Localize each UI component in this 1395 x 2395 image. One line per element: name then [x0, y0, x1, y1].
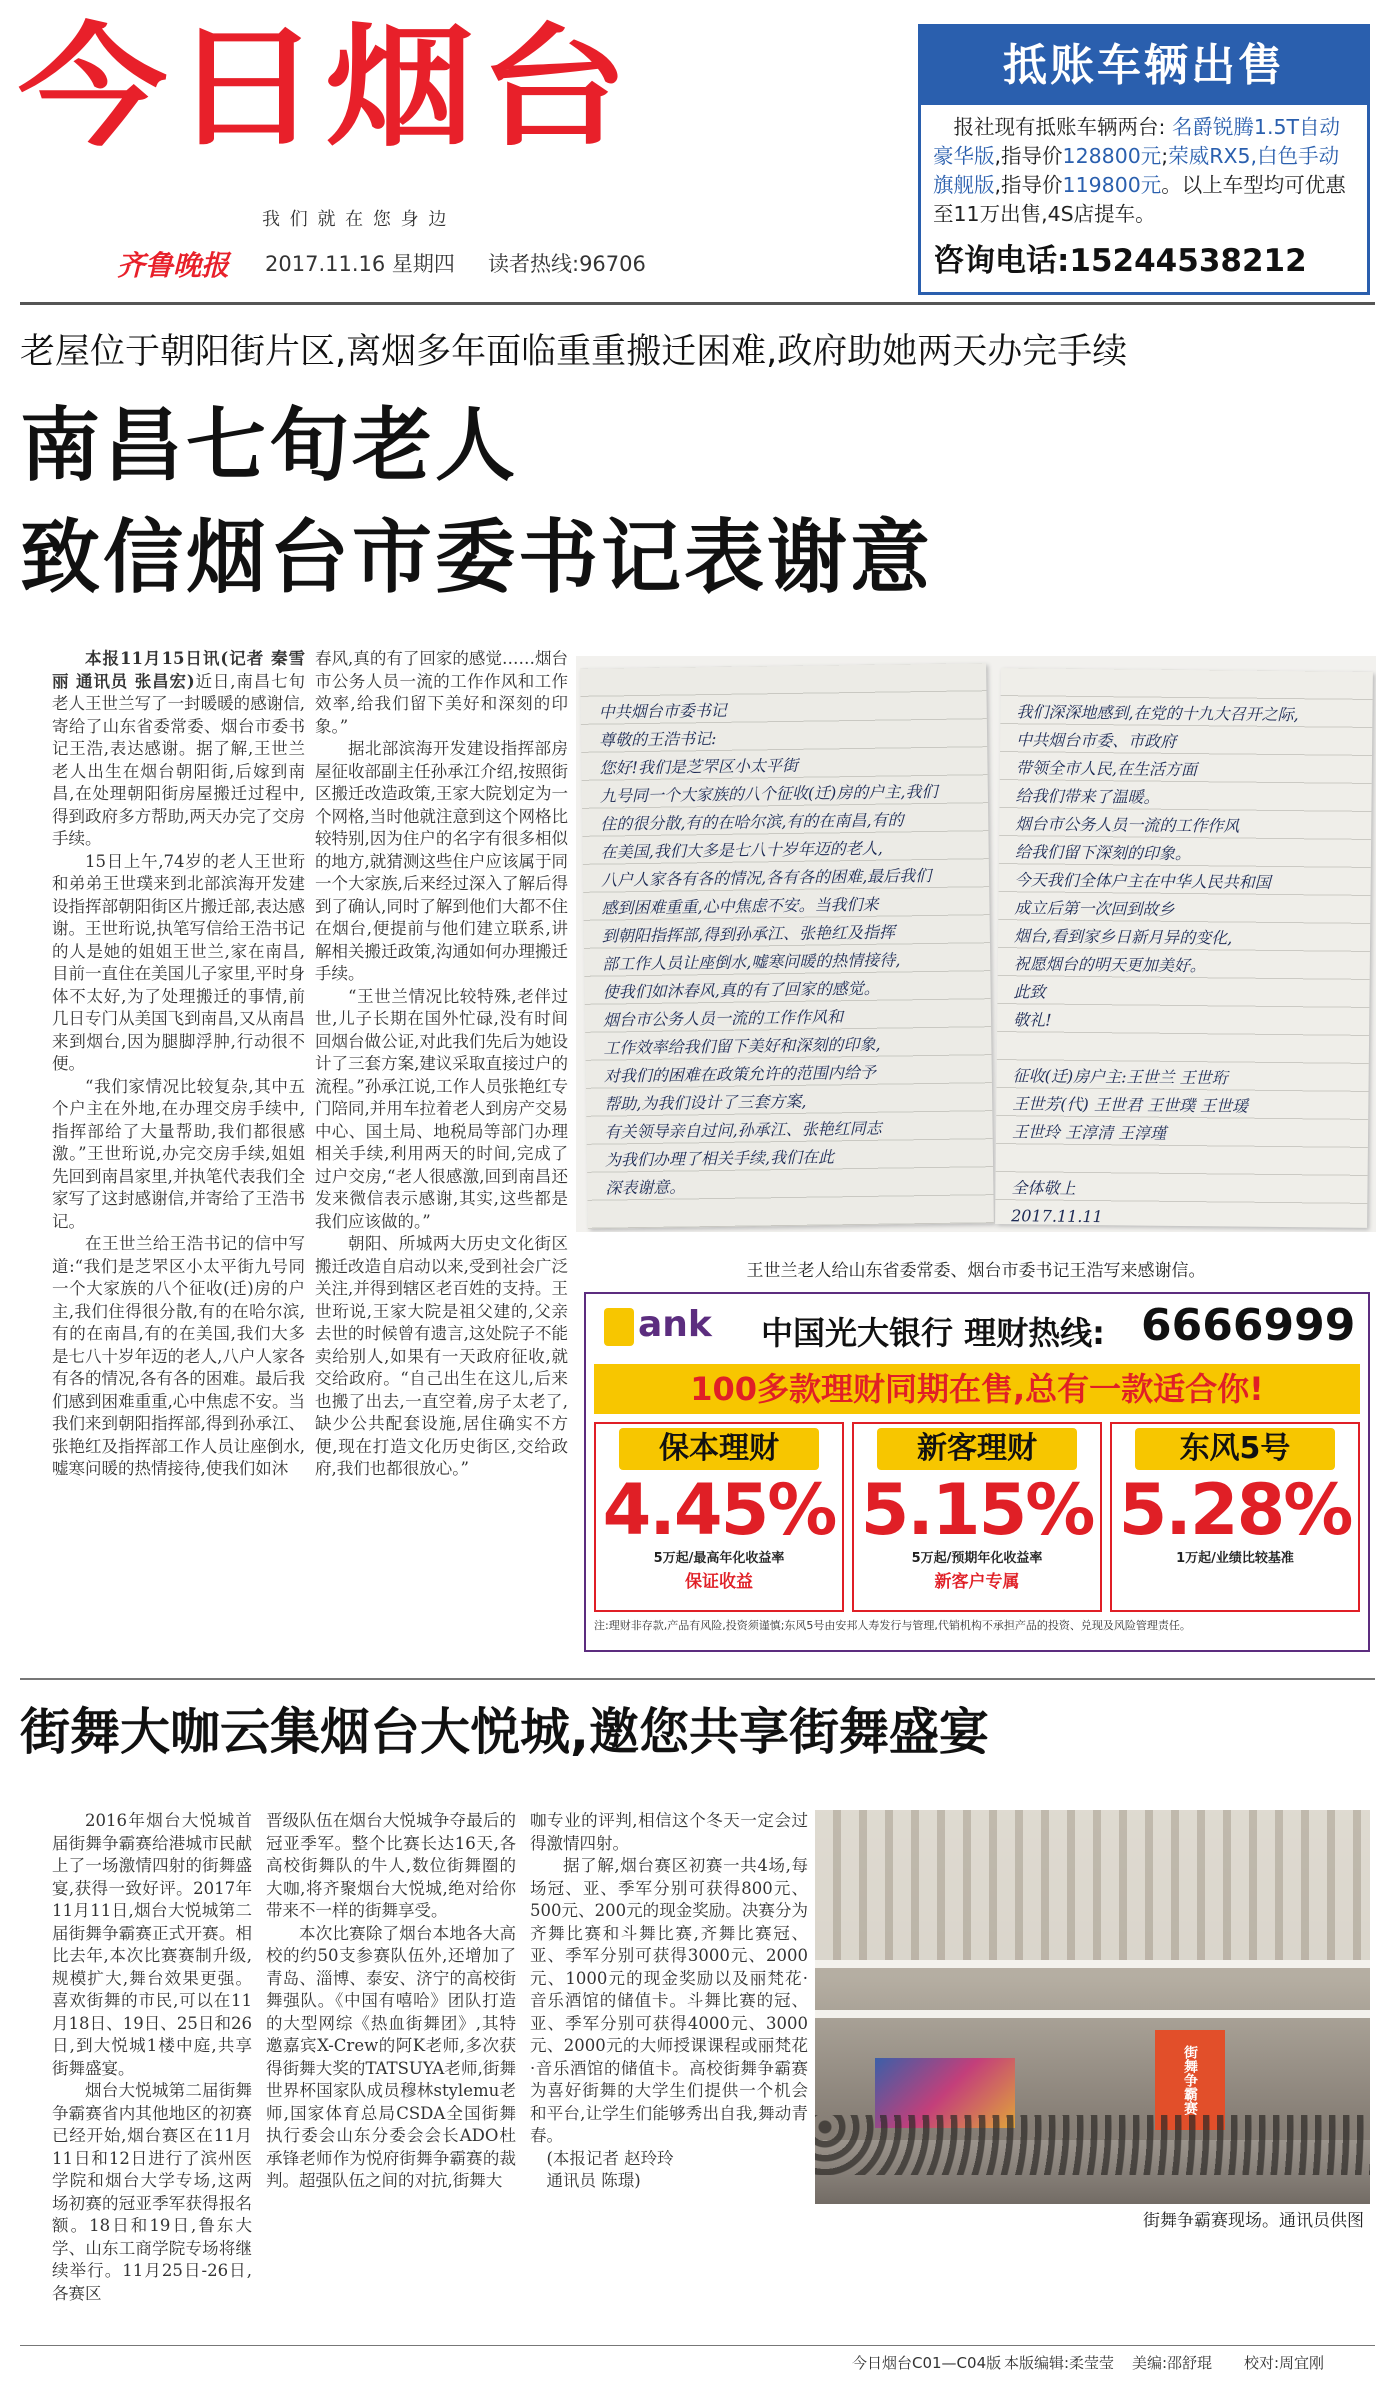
stage-banner: 街舞争霸赛: [1155, 2030, 1225, 2130]
article1-paragraph: 在王世兰给王浩书记的信中写道:“我们是芝罘区小太平街九号同一个大家族的八个征收(迁)房的户主,我们住得很分散,有的在哈尔滨,有的在南昌,有的在美国,我们大多是七八十岁年迈的老人,八户人家各有各的情况,各有各的困难。最后我们感到困难重重,心中焦虑不安。当我们来到朝阳指挥部,得到孙承江、张艳红及指挥部工作人员让座倒水,嘘寒问暖的热情接待,使我们如沐: [52, 1234, 305, 1478]
letter-line: 部工作人员让座倒水,嘘寒问暖的热情接待,: [602, 950, 901, 974]
reader-hotline: 读者热线:96706: [488, 252, 646, 276]
article1-paragraph: 据北部滨海开发建设指挥部房屋征收部副主任孙承江介绍,按照街区搬迁改造政策,王家大院划定为一个网格,当时他就注意到这个网格比较特别,因为住户的名字有很多相似的地方,就猜测这些住户应该属于同一个大家族,后来经过深入了解后得到了确认,同时了解到他们大都不住在烟台,便提前与他们建立联系,讲解相关搬迁政策,沟通如何办理搬迁手续。: [315, 739, 568, 983]
masthead-title: 今日烟台: [18, 11, 633, 165]
letter-line: 烟台,看到家乡日新月异的变化,: [1014, 926, 1233, 948]
letter-line: 祝愿烟台的明天更加美好。: [1013, 954, 1206, 976]
bank-product-name: 新客理财: [877, 1428, 1077, 1470]
letter-line: 到朝阳指挥部,得到孙承江、张艳红及指挥: [601, 922, 896, 946]
letter-line: 帮助,为我们设计了三套方案,: [604, 1091, 807, 1114]
letter-line: 全体敬上: [1011, 1178, 1076, 1198]
article1-headline-line2: 致信烟台市委书记表谢意: [20, 511, 933, 604]
bank-hotline: 6666999: [1141, 1300, 1356, 1351]
crowd: [815, 2115, 1370, 2175]
masthead-divider: [20, 302, 1375, 305]
dance-photo: [815, 1810, 1370, 2238]
letter-handwriting-right: [995, 668, 1373, 1232]
letter-line: 我们深深地感到,在党的十九大召开之际,: [1016, 702, 1299, 725]
dance-photo-caption: 街舞争霸赛现场。通讯员供图: [815, 2204, 1370, 2238]
letter-line: 中共烟台市委、市政府: [1016, 730, 1177, 751]
letter-line: 2017.11.11: [1011, 1206, 1103, 1227]
car-sale-ad-phone: 咨询电话:15244538212: [933, 243, 1307, 279]
mall-balcony-1: [815, 1960, 1370, 1968]
article2-paragraph: 烟台大悦城第二届街舞争霸赛省内其他地区的初赛已经开始,烟台赛区在11月11日和12日进行了滨州医学院和烟台大学专场,这两场初赛的冠亚季军获得报名额。18日和19日,鲁东大学、山东工商学院专场将继续举行。11月25日-26日,各赛区: [52, 2081, 252, 2303]
letter-line: 中共烟台市委书记: [598, 700, 727, 722]
bank-products: [594, 1422, 1360, 1612]
letter-photo-caption: 王世兰老人给山东省委常委、烟台市委书记王浩写来感谢信。: [746, 1261, 1206, 1281]
bank-product-rate: 4.45%: [602, 1469, 836, 1551]
footer-proof: 校对:周宜刚: [1244, 2354, 1325, 2372]
letter-line: 八户人家各有各的情况,各有各的困难,最后我们: [600, 865, 932, 890]
letter-line: [1012, 1146, 1358, 1178]
letter-handwriting-left: [580, 663, 993, 1203]
article2-paragraph: 晋级队伍在烟台大悦城争夺最后的冠亚季军。整个比赛长达16天,各高校街舞队的牛人,数位街舞圈的大咖,将齐聚烟台大悦城,绝对给你带来不一样的街舞享受。: [266, 1811, 516, 1920]
letter-line: 为我们办理了相关手续,我们在此: [604, 1147, 835, 1170]
article1-column-2: [315, 648, 568, 1662]
article1-paragraph: “我们家情况比较复杂,其中五个户主在外地,在办理交房手续中,指挥部给了大量帮助,我们都很感激。”王世珩说,办完交房手续,姐姐先回到南昌家里,并执笔代表我们全家写了这封感谢信,并寄给了王浩书记。: [52, 1076, 305, 1231]
bank-product-note: 1万起/业绩比较基准: [1176, 1551, 1294, 1566]
masthead-slogan: 我 们 就 在 您 身 边: [262, 209, 449, 230]
footer-pages: 今日烟台C01—C04版: [852, 2354, 1002, 2372]
car-sale-ad-title: 抵账车辆出售: [921, 27, 1367, 105]
bank-product-rate: 5.28%: [1118, 1469, 1352, 1551]
footer-divider: [20, 2345, 1375, 2346]
article1-paragraph: “王世兰情况比较特殊,老伴过世,儿子长期在国外忙碌,没有时间回烟台做公证,对此我们先后为她设计了三套方案,建议采取直接过户的流程。”孙承江说,工作人员张艳红专门陪同,并用车拉着老人到房产交易中心、国土局、地税局等部门办理相关手续,利用两天的时间,完成了过户交房,“老人很感激,回到南昌还发来微信表示感谢,其实,这些都是我们应该做的。”: [315, 986, 568, 1231]
letter-line: 今天我们全体户主在中华人民共和国: [1014, 870, 1271, 892]
bank-slogan: 100多款理财同期在售,总有一款适合你!: [594, 1364, 1360, 1414]
letter-line: 王世玲 王淳清 王淳瑾: [1011, 1122, 1167, 1143]
bank-ad-header: [586, 1294, 1368, 1360]
car-sale-ad-body: 报社现有抵账车辆两台: 名爵锐腾1.5T自动豪华版,指导价128800元;荣威RX5,白色手动旗舰版,指导价119800元。以上车型均可优惠至11万出售,4S店提车。: [933, 115, 1346, 226]
letter-line: 对我们的困难在政策允许的范围内给予: [603, 1062, 876, 1086]
letter-line: 使我们如沐春风,真的有了回家的感觉。: [602, 978, 880, 1002]
letter-line: 九号同一个大家族的八个征收(迁)房的户主,我们: [599, 781, 938, 806]
footer-designer: 美编:邵舒琨: [1132, 2354, 1213, 2372]
mall-ceiling: [815, 1810, 1370, 1960]
article2-column-1: [52, 1810, 252, 2307]
letter-line: 带领全市人民,在生活方面: [1015, 758, 1198, 780]
letter-photo: [576, 656, 1376, 1232]
article2-paragraph: 2016年烟台大悦城首届街舞争霸赛给港城市民献上了一场激情四射的街舞盛宴,获得一致好评。2017年11月11日,烟台大悦城第二届街舞争霸赛正式开赛。相比去年,本次比赛赛制升级,规模扩大,舞台效果更强。喜欢街舞的市民,可以在11月18日、19日、25日和26日,到大悦城1楼中庭,共享街舞盛宴。: [52, 1811, 252, 2078]
letter-line: 工作效率给我们留下美好和深刻的印象,: [603, 1034, 881, 1058]
mall-balcony-2: [815, 2010, 1370, 2018]
letter-line: 在美国,我们大多是七八十岁年迈的老人,: [600, 838, 883, 862]
bank-product-note: 5万起/最高年化收益率: [653, 1551, 785, 1566]
paper-logo: 齐鲁晚报: [117, 249, 230, 282]
letter-line: 深表谢意。: [605, 1177, 686, 1198]
article1-headline-line1: 南昌七旬老人: [20, 399, 518, 492]
issue-date: 2017.11.16 星期四: [265, 252, 455, 276]
letter-line: 感到困难重重,心中焦虑不安。当我们来: [601, 894, 879, 918]
article2-column-3: [530, 1810, 808, 2310]
article1-paragraph: 15日上午,74岁的老人王世珩和弟弟王世璞来到北部滨海开发建设指挥部朝阳街区片搬迁部,表达感谢。王世珩说,执笔写信给王浩书记的人是她的姐姐王世兰,家在南昌,目前一直住在美国儿子家里,平时身体不太好,为了处理搬迁的事情,前几日专门从美国飞到南昌,又从南昌来到烟台,因为腿脚浮肿,行动很不便。: [52, 851, 305, 1073]
article1-paragraph: 朝阳、所城两大历史文化街区搬迁改造自启动以来,受到社会广泛关注,并得到辖区老百姓的支持。王世珩说,王家大院是祖父建的,父亲去世的时候曾有遗言,这处院子不能卖给别人,如果有一天政府征收,就交给政府。“自己出生在这儿,后来也搬了出去,一直空着,房子太老了,缺少公共配套设施,居住确实不方便,现在打造文化历史街区,交给政府,我们也都很放心。”: [315, 1234, 568, 1478]
bank-product-name: 东风5号: [1135, 1428, 1335, 1470]
letter-line: [1013, 1034, 1359, 1066]
bank-product-rate: 5.15%: [860, 1469, 1094, 1551]
letter-line: 有关领导亲自过问,孙承江、张艳红同志: [604, 1118, 882, 1142]
letter-line: 成立后第一次回到故乡: [1014, 898, 1175, 919]
article2-paragraph: 咖专业的评判,相信这个冬天一定会过得激情四射。: [530, 1811, 808, 1853]
bank-logo-text: ank: [638, 1304, 712, 1345]
letter-line: 您好!我们是芝罘区小太平街: [599, 755, 799, 778]
article2-column-2: [266, 1810, 516, 2307]
article1-paragraph: 春风,真的有了回家的感觉……烟台市公务人员一流的工作作风和工作效率,给我们留下美好和深刻的印象。”: [315, 649, 568, 736]
footer-editor: 本版编辑:柔莹莹: [1004, 2354, 1115, 2372]
letter-page-right: [995, 668, 1373, 1228]
letter-line: 烟台市公务人员一流的工作作风: [1015, 814, 1240, 836]
bank-name: 中国光大银行 理财热线:: [761, 1314, 1105, 1352]
bank-product-tag: 保证收益: [685, 1572, 753, 1592]
bank-product-card: [1110, 1422, 1360, 1612]
article2-paragraph: 据了解,烟台赛区初赛一共4场,每场冠、亚、季军分别可获得800元、500元、200元的现金奖励。决赛分为齐舞比赛和斗舞比赛,齐舞比赛冠、亚、季军分别可获得3000元、2000元、1000元的现金奖励以及丽梵花·音乐酒馆的储值卡。斗舞比赛的冠、亚、季军分别可获得4000元、3000元、2000元的大师授课课程或丽梵花·音乐酒馆的储值卡。高校街舞争霸赛为喜好街舞的大学生们提供一个机会和平台,让学生们能够秀出自我,舞动青春。: [530, 1856, 808, 2145]
article2-paragraph: 本次比赛除了烟台本地各大高校的约50支参赛队伍外,还增加了青岛、淄博、泰安、济宁的高校街舞强队。《中国有嘻哈》团队打造的大型网综《热血街舞团》,其特邀嘉宾X-Crew的阿K老师,多次获得街舞大奖的TATSUYA老师,街舞世界杯国家队成员穆林stylemu老师,国家体育总局CSDA全国街舞执行委会山东分委会会长ADO杜承锋老师作为悦府街舞争霸赛的裁判。超强队伍之间的对抗,街舞大: [266, 1923, 516, 2190]
bank-product-name: 保本理财: [619, 1428, 819, 1470]
letter-line: 征收(迁)房户主:王世兰 王世珩: [1012, 1066, 1228, 1088]
bank-ad: [584, 1292, 1370, 1652]
bank-product-card: [852, 1422, 1102, 1612]
letter-line: 此致: [1013, 982, 1046, 1002]
letter-line: 给我们留下深刻的印象。: [1014, 842, 1192, 864]
car-sale-ad: [918, 24, 1370, 295]
bank-logo-icon: [604, 1308, 634, 1346]
letter-line: 住的很分散,有的在哈尔滨,有的在南昌,有的: [600, 810, 904, 834]
article1-column-1: 本报11月15日讯(记者 秦雪丽 通讯员 张昌宏)近日,南昌七旬老人王世兰写了一封暖暖的感谢信,寄给了山东省委常委、烟台市委书记王浩,表达感谢。据了解,王世兰老人出生在烟台朝阳街,后嫁到南昌,在处理朝阳街房屋搬迁过程中,得到政府多方帮助,两天办完了交房手续。 15日上午,74岁的老人王世珩和弟弟王世璞来到北部滨海开发建设指挥部朝阳街区片搬迁部,表达感谢。王世珩说,执笔写信给王浩书记的人是她的姐姐王世兰,家在南昌,目前一直住在美国儿子家里,平时身体不太好,为了处理搬迁的事情,前几日专门从美国飞到南昌,又从南昌来到烟台,因为腿脚浮肿,行动很不便。 “我们家情况比较复杂,其中五个户主在外地,在办理交房手续中,指挥部给了大量帮助,我们都很感激。”王世珩说,办完交房手续,姐姐先回到南昌家里,并执笔代表我们全家写了这封感谢信,并寄给了王浩书记。 在王世兰给王浩书记的信中写道:“我们是芝罘区小太平街九号同一个大家族的八个征收(迁)房的户主,我们住得很分散,有的在哈尔滨,有的在南昌,有的在美国,我们大多是七八十岁年迈的老人,八户人家各有各的情况,各有各的困难。最后我们感到困难重重,心中焦虑不安。当我们来到朝阳指挥部,得到孙承江、张艳红及指挥部工作人员让座倒水,嘘寒问暖的热情接待,使我们如沐: [52, 648, 305, 1662]
bank-product-note: 5万起/预期年化收益率: [911, 1551, 1043, 1566]
letter-line: 敬礼!: [1013, 1010, 1052, 1030]
article2-headline: 街舞大咖云集烟台大悦城,邀您共享街舞盛宴: [20, 1703, 989, 1761]
letter-line: 烟台市公务人员一流的工作作风和: [602, 1007, 844, 1030]
article1-byline: 本报11月15日讯(记者 秦雪丽 通讯员 张昌宏): [52, 649, 305, 691]
letter-line: 尊敬的王浩书记:: [598, 728, 717, 750]
section-divider: [20, 1678, 1375, 1680]
letter-line: 王世芳(代) 王世君 王世璞 王世瑗: [1012, 1094, 1249, 1116]
letter-line: 给我们带来了温暖。: [1015, 786, 1160, 807]
letter-page-left: [580, 663, 994, 1229]
bank-disclaimer: 注:理财非存款,产品有风险,投资须谨慎;东风5号由安邦人寿发行与管理,代销机构不承担产品的投资、兑现及风险管理责任。: [594, 1619, 1191, 1632]
article2-signature: (本报记者 赵玲玲 通讯员 陈璟): [546, 2148, 674, 2190]
bank-product-tag: 新客户专属: [934, 1572, 1020, 1592]
article1-kicker: 老屋位于朝阳街片区,离烟多年面临重重搬迁困难,政府助她两天办完手续: [20, 332, 1128, 372]
bank-product-card: [594, 1422, 844, 1612]
